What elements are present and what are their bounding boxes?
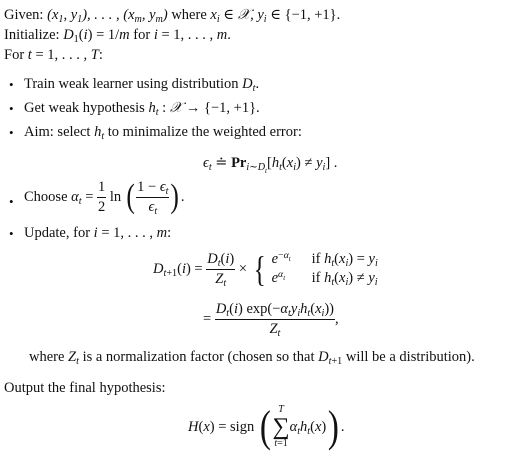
get-text: Get weak hypothesis [24,100,149,116]
exp-equation: = $\frac{D_t(i) \exp(-\alpha_ty_ih_t(x_i))}{Z_t}$ , [203,301,339,339]
final-hypothesis: H(x) = sign ( T ∑ t=1 $\alpha_th_t(x)$) . [188,402,345,451]
bullet-dot-icon: • [9,77,14,92]
output-text: Output the final hypothesis: [4,380,166,396]
bullet-choose: Choose $\alpha_t$ = $\frac{1}{2}$ ln ( $\frac{1 - \epsilon_t}{\epsilon_t}$ ). [24,178,185,217]
where-c: will be a distribution). [342,349,475,365]
exp-fraction: $\frac{D_t(i) \exp(-\alpha_ty_ih_t(x_i))}{Z_t}$ [215,301,334,339]
ln-word: ln [109,188,122,205]
given-line [4,8,340,23]
sum-operator: T ∑ t=1 [272,404,290,449]
for-range: t = 1, . . . , T: [27,47,103,63]
aim-text: Aim: select [24,124,95,140]
where-b: is a normalization factor (chosen so that [78,349,319,365]
train-text: Train weak learner using distribution [24,76,243,92]
for-line [4,48,103,63]
where-a: where [29,349,69,365]
bullet-update [24,226,171,241]
bullet-dot-icon: • [9,226,14,241]
bullet-train [24,77,259,92]
bullet-get [24,101,260,116]
pr-word: Pr [231,155,247,171]
update-range: i = 1, . . . , m: [93,225,172,241]
init-label: Initialize: [4,27,64,43]
output-line [4,381,166,396]
update-equation: $D_{t+1}(i)$ = $\frac{D_t(i)}{Z_t}$ × { $e^{-\alpha_t}$ if $h_t(x_i) = y_i$ $e^{\alpha_t}$ if $h_t(x_i) \ne y_i$ [153,249,378,289]
alpha-fraction: $\frac{1 - \epsilon_t}{\epsilon_t}$ [137,179,169,217]
cases-block: $e^{-\alpha_t}$ if $h_t(x_i) = y_i$ $e^{\alpha_t}$ if $h_t(x_i) \ne y_i$ [271,250,378,288]
bullet-dot-icon: • [9,101,14,116]
for-label: For [4,47,28,63]
aim-tail: to minimalize the weighted error: [104,124,302,140]
bullet-dot-icon: • [9,194,14,209]
if-word: if [311,251,321,267]
given-tuples: ($x_1$, $y_1$), . . . , ($x_m$, $y_m$) [47,7,168,25]
aim-ht: $h_t$ [94,124,105,142]
given-sets: $x_i$ ∈ 𝒳, $y_i$ ∈ {−1, +1}. [210,7,341,25]
init-range: i = 1, . . . , m. [153,27,231,43]
dt-over-zt: $\frac{D_t(i)}{Z_t}$ [207,251,235,289]
error-equation: $\epsilon_t$ ≐ $Pr_{i\sim D_t}[h_t(x_i) \ne y_i]$ . [203,155,338,175]
initialize-line [4,28,231,43]
normalization-line: where $Z_t$ is a normalization factor (chosen so that $D_{t+1}$ will be a distribution). [29,349,475,367]
init-formula: $D_1(i) = 1/m$ [63,27,130,45]
half-fraction: $\frac{1}{2}$ [98,179,106,215]
init-for: for [129,27,154,43]
sign-word: sign [230,418,255,435]
bullet-dot-icon: • [9,125,14,140]
given-where: where [167,7,211,23]
given-label: Given: [4,7,48,23]
if-word: if [311,270,321,286]
bullet-aim [24,125,302,140]
get-formula: $h_t$ : 𝒳 → {−1, +1}. [148,100,260,118]
train-dist: $D_t$. [242,76,260,94]
update-text: Update, for [24,225,94,241]
exp-word: exp [246,301,268,317]
choose-text: Choose [24,188,72,205]
